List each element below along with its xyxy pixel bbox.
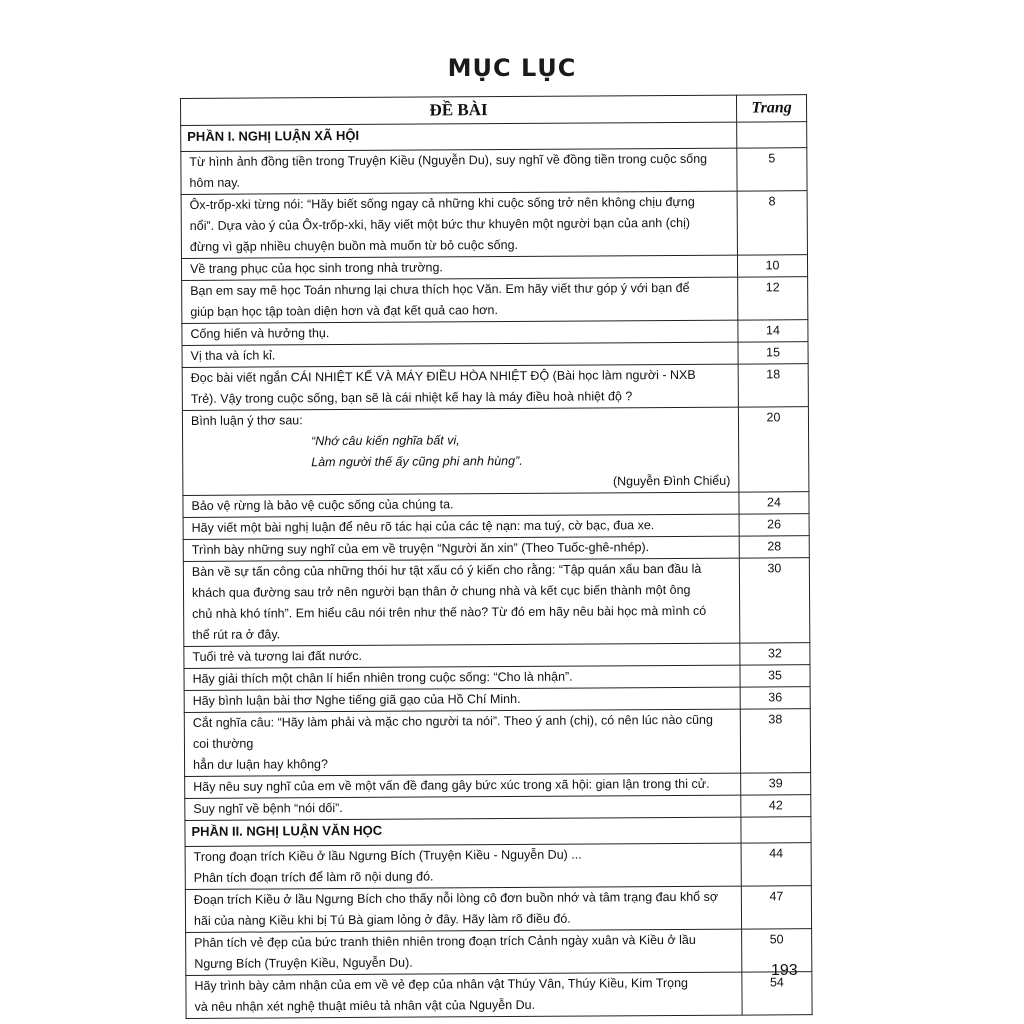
entry-line: Bàn về sự tấn công của những thói hư tật xấu có ý kiến cho rằng: “Tập quán xấu ban đầu là <box>191 561 702 579</box>
entry-page-number: 28 <box>739 536 809 558</box>
entry-line: Bạn em say mê học Toán nhưng lại chưa thích học Văn. Em hãy viết thư góp ý với bạn để <box>190 280 690 298</box>
entry-topic <box>182 407 739 495</box>
column-header-page: Trang <box>736 95 806 122</box>
entry-page-number: 42 <box>741 795 811 817</box>
quote-line: “Nhớ câu kiến nghĩa bất vi, <box>311 433 460 449</box>
entry-page-number: 10 <box>737 255 807 277</box>
entry-topic <box>186 929 742 975</box>
entry-line: thể rút ra ở đây. <box>192 627 281 642</box>
entry-topic <box>185 843 741 889</box>
entry-line: và nêu nhận xét nghệ thuật miêu tả nhân vật của Nguyễn Du. <box>194 997 536 1014</box>
section-heading-page-cell <box>741 817 811 843</box>
toc-entry-row <box>186 972 812 1019</box>
entry-page-number: 5 <box>737 148 807 191</box>
entry-line: Hãy bình luận bài thơ Nghe tiếng giã gạo của Hồ Chí Minh. <box>192 691 521 708</box>
entry-page-number: 26 <box>739 514 809 536</box>
entry-page-number: 36 <box>740 687 810 709</box>
section-heading-row <box>185 817 811 847</box>
entry-line: Đọc bài viết ngắn CÁI NHIỆT KẾ VÀ MÁY ĐIỀU HÒA NHIỆT ĐỘ (Bài học làm người - NXB <box>190 367 696 385</box>
entry-line: Trình bày những suy nghĩ của em về truyện “Người ăn xin” (Theo Tuốc-ghê-nhép). <box>191 540 650 557</box>
entry-page-number: 32 <box>740 643 810 665</box>
entry-line: Đoạn trích Kiều ở lầu Ngưng Bích cho thấy nỗi lòng cô đơn buồn nhớ và tâm trạng đau khổ sợ <box>193 889 719 907</box>
entry-line: nổi”. Dựa vào ý của Ôx-trốp-xki, hãy viết một bức thư khuyên một người bạn của anh (chị) <box>189 215 691 233</box>
entry-line: giúp bạn học tập toàn diện hơn và đạt kết quả cao hơn. <box>190 303 498 319</box>
toc-body <box>181 95 813 1019</box>
entry-topic <box>181 191 737 258</box>
entry-topic <box>182 277 738 323</box>
column-header-topic: ĐỀ BÀI <box>181 95 737 125</box>
entry-line: Vị tha và ích kỉ. <box>190 348 276 363</box>
entry-line: đừng vì gặp nhiều chuyện buồn mà muốn từ bỏ cuộc sống. <box>189 237 519 254</box>
toc-header-row <box>181 95 807 126</box>
entry-line: Hãy giải thích một chân lí hiển nhiên trong cuộc sống: “Cho là nhận”. <box>192 669 573 686</box>
toc-entry-row <box>181 191 807 259</box>
entry-page-number: 44 <box>741 843 811 886</box>
entry-page-number: 14 <box>738 320 808 342</box>
toc-table <box>180 94 813 1019</box>
entry-line: Ôx-trốp-xki từng nói: “Hãy biết sống ngay cả những khi cuộc sống trở nên không chịu đựng <box>189 194 695 212</box>
entry-page-number: 20 <box>738 407 809 492</box>
entry-line: Về trang phục của học sinh trong nhà trường. <box>190 260 443 276</box>
entry-topic <box>184 709 740 776</box>
entry-page-number: 8 <box>737 191 807 255</box>
entry-line: Hãy nêu suy nghĩ của em về một vấn đề đang gây bức xúc trong xã hội: gian lận trong thi cử. <box>193 776 710 794</box>
entry-line: hôm nay. <box>189 175 241 190</box>
entry-line: Bình luận ý thơ sau: <box>190 413 303 428</box>
entry-page-number: 39 <box>741 773 811 795</box>
entry-line: Phân tích vẻ đẹp của bức tranh thiên nhiên trong đoạn trích Cảnh ngày xuân và Kiều ở lầu <box>194 932 696 950</box>
entry-page-number: 30 <box>739 558 810 643</box>
entry-line: Phân tích đoạn trích để làm rõ nội dung đó. <box>193 869 434 885</box>
entry-line: chủ nhà khó tính”. Em hiểu câu nói trên như thế nào? Từ đó em hãy nêu bài học mà mình có <box>192 603 707 621</box>
toc-entry-row <box>182 364 808 411</box>
entry-line: Trong đoạn trích Kiều ở lầu Ngưng Bích (Truyện Kiều - Nguyễn Du) ... <box>193 847 582 864</box>
toc-entry-row <box>181 148 807 195</box>
entry-page-number: 12 <box>738 277 808 320</box>
toc-entry-row <box>186 929 812 976</box>
entry-page-number: 18 <box>738 364 808 407</box>
entry-page-number: 50 <box>742 929 812 972</box>
entry-topic <box>185 773 741 798</box>
entry-page-number: 35 <box>740 665 810 687</box>
entry-page-number: 54 <box>742 972 812 1015</box>
entry-page-number: 15 <box>738 342 808 364</box>
section-heading-row <box>181 122 807 152</box>
toc-entry-row <box>183 558 810 647</box>
entry-line: Suy nghĩ về bệnh “nói dối”. <box>193 801 343 816</box>
entry-line: Bảo vệ rừng là bảo vệ cuộc sống của chúng ta. <box>191 497 454 513</box>
entry-page-number: 38 <box>740 709 810 773</box>
entry-line: Ngưng Bích (Truyện Kiều, Nguyễn Du). <box>194 955 413 971</box>
entry-line: khách qua đường sau trở nên người bạn thân ở chung nhà và kết cục biến thành một ông <box>191 582 691 600</box>
page-title: MỤC LỤC <box>447 54 577 82</box>
toc-entry-row <box>182 277 808 324</box>
entry-line: Cống hiến và hưởng thụ. <box>190 326 330 341</box>
section-heading: PHẦN I. NGHỊ LUẬN XÃ HỘI <box>181 122 737 151</box>
toc-entry-row <box>182 407 809 496</box>
entry-topic <box>181 148 737 194</box>
entry-line: hẳn dư luận hay không? <box>193 757 328 772</box>
entry-line: Hãy trình bày cảm nhận của em về vẻ đẹp của nhân vật Thúy Vân, Thúy Kiều, Kim Trọng <box>194 975 689 993</box>
entry-page-number: 24 <box>739 492 809 514</box>
entry-line: Hãy viết một bài nghị luận để nêu rõ tác hại của các tệ nạn: ma tuý, cờ bạc, đua xe. <box>191 518 655 535</box>
entry-line: Cắt nghĩa câu: “Hãy làm phải và mặc cho người ta nói”. Theo ý anh (chị), có nên lúc nào cũng coi thường <box>192 712 713 751</box>
toc-entry-row <box>184 709 810 777</box>
entry-page-number: 47 <box>741 886 811 929</box>
entry-line: Từ hình ảnh đồng tiền trong Truyện Kiều (Nguyễn Du), suy nghĩ về đồng tiền trong cuộc sống <box>189 151 708 169</box>
entry-topic <box>185 886 741 932</box>
entry-topic <box>182 364 738 410</box>
entry-topic <box>186 972 742 1018</box>
toc-entry-row <box>185 843 811 890</box>
entry-line: hãi của nàng Kiều khi bị Tú Bà giam lỏng ở đây. Hãy làm rõ điều đó. <box>193 911 571 928</box>
quote-line: Làm người thế ấy cũng phi anh hùng”. <box>311 453 523 470</box>
entry-topic <box>183 558 740 646</box>
page-number: 193 <box>771 962 798 979</box>
section-heading: PHẦN II. NGHỊ LUẬN VĂN HỌC <box>185 817 741 846</box>
quote-source: (Nguyễn Đình Chiểu) <box>612 473 731 489</box>
entry-line: Trẻ). Vậy trong cuộc sống, bạn sẽ là cái nhiệt kế hay là máy điều hoà nhiệt độ ? <box>190 389 633 406</box>
entry-line: Tuổi trẻ và tương lai đất nước. <box>192 648 363 664</box>
section-heading-page-cell <box>737 122 807 148</box>
toc-entry-row <box>185 886 811 933</box>
